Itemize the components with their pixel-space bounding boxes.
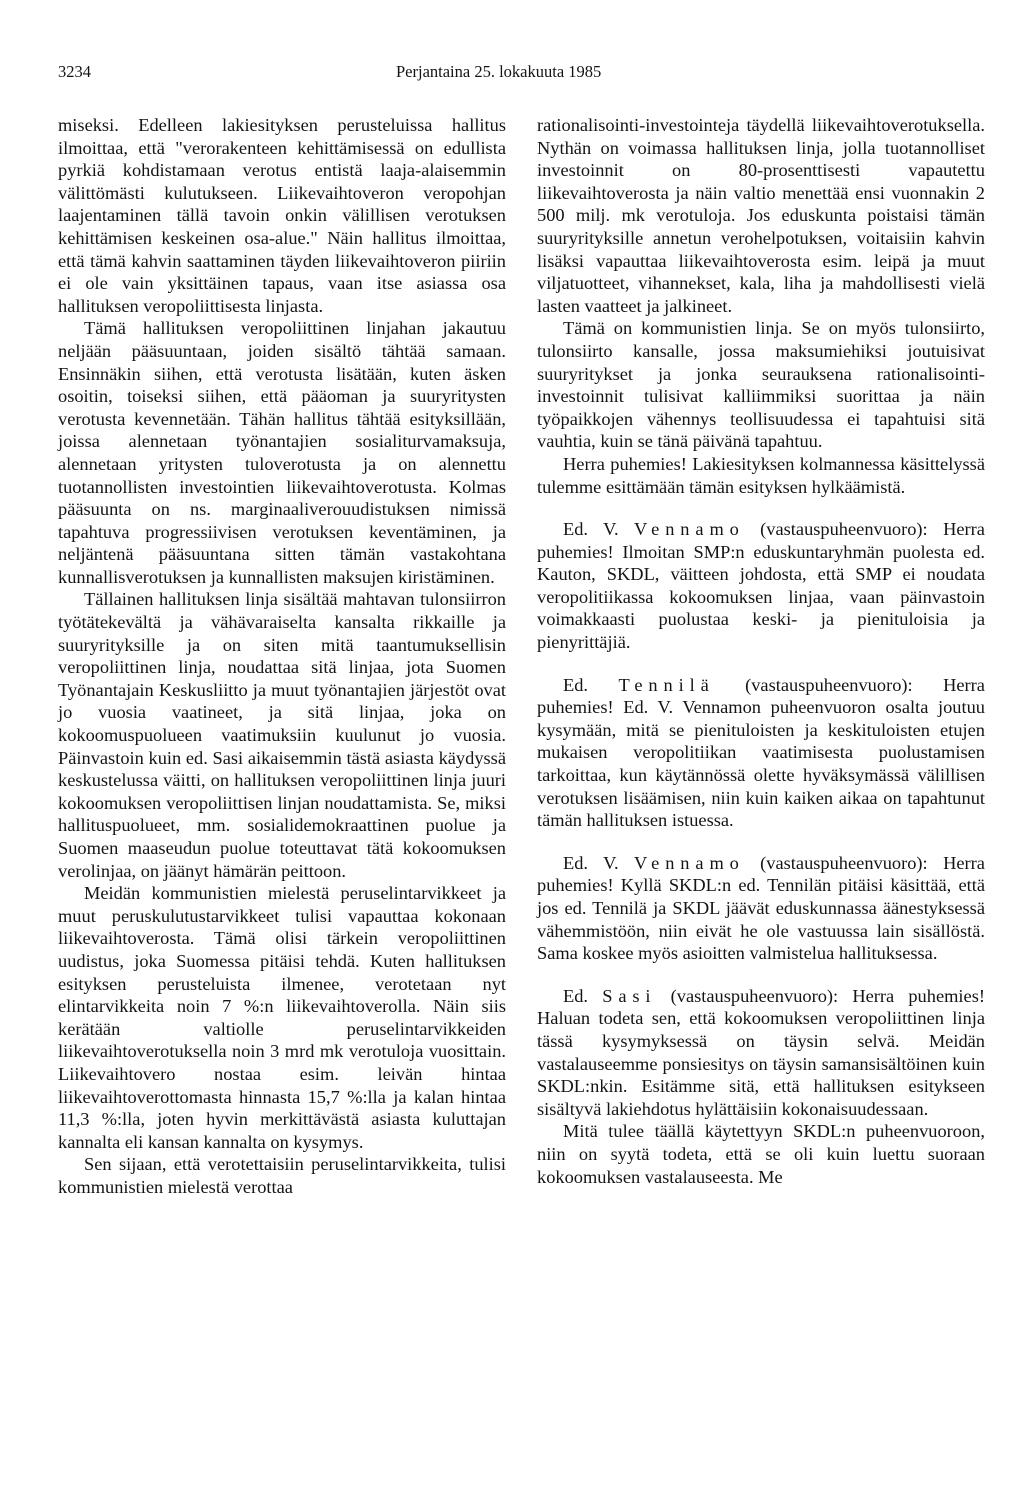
speaker-prefix: Ed. bbox=[563, 674, 589, 695]
paragraph: Herra puhemies! Lakiesityksen kolmannessa käsittelyssä tulemme esittämään tämän esityksen hylkäämistä. bbox=[537, 453, 985, 497]
paragraph: Tämä hallituksen veropoliittinen linjahan jakautuu neljään pääsuuntaan, joiden sisältö tähtää samaan. Ensinnäkin siihen, että verotusta lisätään, kuten äsken osoitin, toiseksi siihen, että pääoman ja suuryritysten verotusta kevennetään. Tähän hallitus tähtää esityksillään, joissa alennetaan työnantajien sosialiturvamaksuja, alennetaan yritysten tuloverotusta ja on alennettu tuotannollisten investointien liikevaihtoverotusta. Kolmas pääsuunta on ns. marginaaliverouudistuksen nimissä tapahtuva progressiivisen verotuksen keventäminen, ja neljäntenä pääsuuntana sitten tämän vastakohtana kunnallisverotuksen ja kunnallisten maksujen kiristäminen. bbox=[58, 318, 506, 587]
speech-vennamo-2 bbox=[537, 852, 985, 965]
speech-sasi bbox=[537, 985, 985, 1121]
speaker-role: (vastauspuheenvuoro): bbox=[745, 674, 913, 695]
speech-text: Herra puhemies! Kyllä SKDL:n ed. Tennilän pitäisi käsittää, että jos ed. Tennilä ja SKDL jäävät eduskunnassa äänestyksessä vähemmistöön, niin eivät he ole vastuussa lain sisällöstä. Sama koskee myös asioitten valmistelua hallituksessa. bbox=[537, 852, 985, 964]
speaker-role: (vastauspuheenvuoro): bbox=[670, 985, 839, 1006]
speech-vennamo-1 bbox=[537, 518, 985, 654]
page-header bbox=[58, 62, 968, 90]
left-column bbox=[58, 114, 506, 1199]
paragraph: Tämä on kommunistien linja. Se on myös tulonsiirto, tulonsiirto kansalle, jossa maksumiehiksi joutuisivat suuryritykset ja jonka seurauksena rationalisointi-investoinnit tulisivat kalliimmiksi suorittaa ja näin työpaikkojen vähennys teollisuudessa ei tapahtuisi sitä vauhtia, kuin se tänä päivänä tapahtuu. bbox=[537, 318, 985, 452]
speech-text: Herra puhemies! Haluan todeta sen, että kokoomuksen veropoliittinen linja tässä kysymyksessä on täysin selvä. Meidän vastalauseemme ponsiesitys on täysin samansisältöinen kuin SKDL:nkin. Esitämme sitä, että hallituksen esitykseen sisältyvä lakiehdotus hylättäisiin kokonaisuudessaan. bbox=[537, 985, 985, 1119]
paragraph: rationalisointi-investointeja täydellä liikevaihtoverotuksella. Nythän on voimassa hallituksen linja, jolla tuotannolliset investoinnit on 80-prosenttisesti vapautettu liikevaihtoverosta ja näin valtio menettää ensi vuonnakin 2 500 milj. mk verotuloja. Jos eduskunta poistaisi tämän suuryrityksille annetun verohelpotuksen, voitaisiin kahvin lisäksi vapauttaa liikevaihtoverosta esim. leipä ja muut viljatuotteet, vihannekset, kala, liha ja mahdollisesti vielä lasten vaatteet ja jalkineet. bbox=[537, 115, 985, 316]
speaker-prefix: Ed. V. bbox=[563, 519, 619, 540]
speaker-name: Sasi bbox=[602, 985, 657, 1006]
speaker-role: (vastauspuheenvuoro): bbox=[760, 519, 928, 540]
speaker-name: Tennilä bbox=[618, 674, 715, 695]
speaker-role: (vastauspuheenvuoro): bbox=[760, 852, 928, 873]
speaker-name: Vennamo bbox=[634, 852, 745, 873]
paragraph: miseksi. Edelleen lakiesityksen perusteluissa hallitus ilmoittaa, että "verorakenteen kehittämisessä on edullista pyrkiä kohdistamaan verotus entistä laaja-alaisemmin välittömästi kulutukseen. Liikevaihtoveron veropohjan laajentaminen tällä tavoin onkin välillisen verotuksen kehittämisen keskeinen osa-alue." Näin hallitus ilmoittaa, että tämä kahvin saattaminen täyden liikevaihtoveron piiriin ei ole vain yksittäinen tapaus, vaan itse asiassa osa hallituksen veropoliittisesta linjasta. bbox=[58, 115, 506, 316]
right-column bbox=[537, 114, 985, 1188]
paragraph: Tällainen hallituksen linja sisältää mahtavan tulonsiirron työtätekevältä ja vähävaraiselta kansalta rikkaille ja suuryrityksille ja on siten mitä taantumuksellisin veropoliittinen linja, noudattaa sitä linjaa, jota Suomen Työnantajain Keskusliitto ja muut työnantajien järjestöt ovat jo vuosia vaatineet, ja sitä linjaa, joka on kokoomuspuolueen vaatimuksiin kuulunut jo vuosia. Päinvastoin kuin ed. Sasi aikaisemmin tästä asiasta käydyssä keskustelussa väitti, on hallituksen veropoliittinen linja juuri kokoomuksen veropoliittisen linjan noudattamista. Se, miksi hallituspuolueet, mm. sosialidemokraattinen puolue ja Suomen maaseudun puolue toteuttavat tätä kokoomuksen verolinjaa, on jäänyt hämärän peittoon. bbox=[58, 589, 506, 881]
page-number: 3234 bbox=[58, 62, 91, 81]
paragraph: Mitä tulee täällä käytettyyn SKDL:n puheenvuoroon, niin on syytä todeta, että se oli kuin luettu suoraan kokoomuksen vastalauseesta. Me bbox=[537, 1121, 985, 1187]
speech-text: Herra puhemies! Ilmoitan SMP:n eduskuntaryhmän puolesta ed. Kauton, SKDL, väitteen johdosta, että SMP ei noudata veropolitiikassa kokoomuksen linjaa, vaan päinvastoin voimakkaasti puolustaa keski- ja pienituloisia ja pienyrittäjiä. bbox=[537, 519, 985, 653]
paragraph: Meidän kommunistien mielestä peruselintarvikkeet ja muut peruskulutustarvikkeet tulisi vapauttaa kokonaan liikevaihtoverosta. Tämä olisi tärkein veropoliittinen uudistus, joka Suomessa pitäisi tehdä. Kuten hallituksen esityksen perusteluista ilmenee, verotetaan nyt elintarvikkeita noin 7 %:n liikevaihtoverolla. Näin siis kerätään valtiolle peruselintarvikkeiden liikevaihtoverotuksella noin 3 mrd mk verotuloja vuosittain. Liikevaihtovero nostaa esim. leivän hintaa liikevaihtoverottomasta hinnasta 15,7 %:lla ja kalan hintaa 11,3 %:lla, joten hyvin merkittävästä asiasta kuluttajan kannalta eli kansan kannalta on kysymys. bbox=[58, 883, 506, 1152]
speech-text: Herra puhemies! Ed. V. Vennamon puheenvuoron osalta joutuu kysymään, mitä se pienituloisten ja keskituloisten etujen mukaisen veropolitiikan vaatimisesta puolustamisen tarkoittaa, kun käytännössä olette hyväksymässä välillisen verotuksen lisäämisen, niin kuin kaiken aikaa on tapahtunut tämän hallituksen istuessa. bbox=[537, 674, 985, 831]
speech-tennila bbox=[537, 674, 985, 832]
speaker-prefix: Ed. V. bbox=[563, 852, 619, 873]
speaker-prefix: Ed. bbox=[563, 985, 589, 1006]
page-date: Perjantaina 25. lokakuuta 1985 bbox=[396, 62, 602, 81]
paragraph: Sen sijaan, että verotettaisiin peruselintarvikkeita, tulisi kommunistien mielestä verottaa bbox=[58, 1154, 506, 1197]
speaker-name: Vennamo bbox=[634, 519, 745, 540]
